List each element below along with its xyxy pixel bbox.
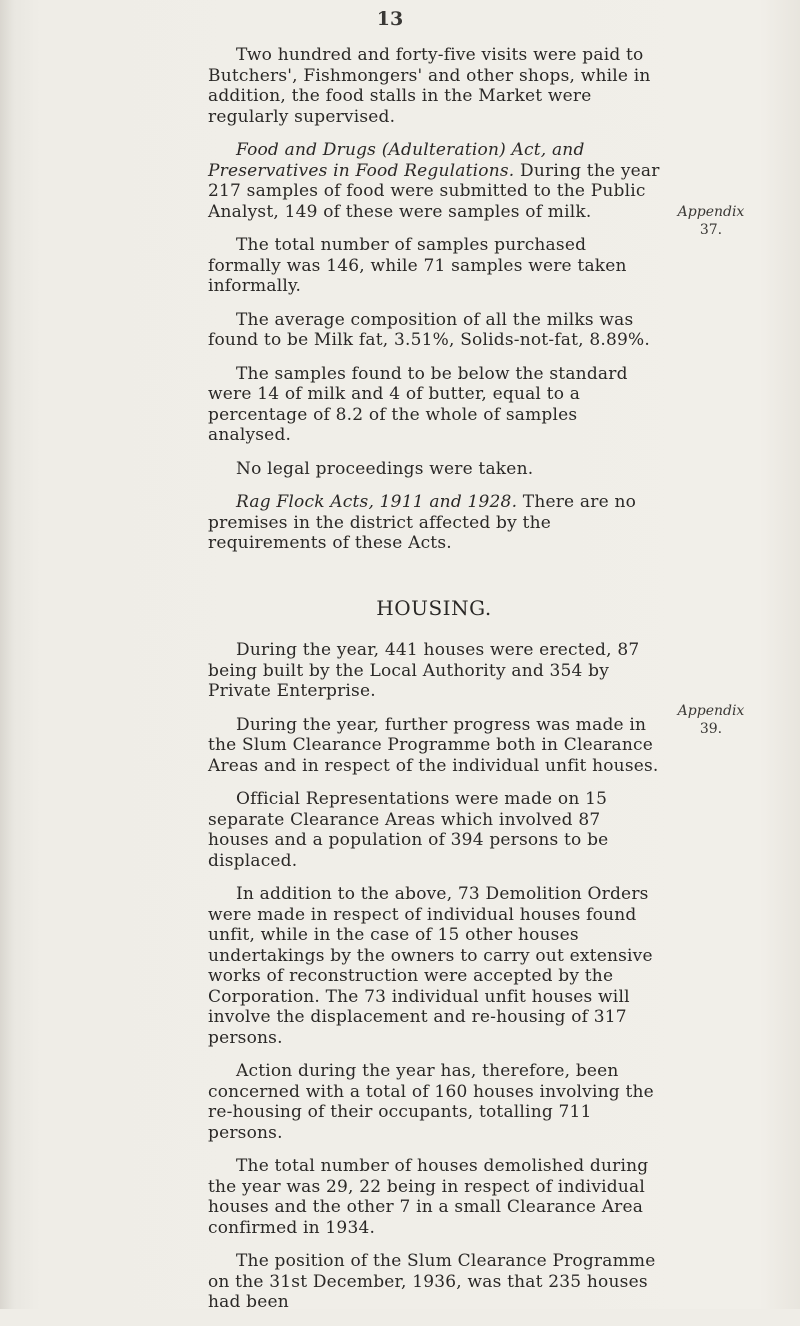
paragraph-shop-visits: Two hundred and forty-five visits were paid to Butchers', Fishmongers' and other shops, while in addition, the food stalls in the Market were regularly supervised. (208, 45, 651, 127)
paragraph-milk-composition: The average composition of all the milks was found to be Milk fat, 3.51%, Solids-not-fat, 8.89%. (208, 309, 650, 350)
paragraph-rag-flock: Rag Flock Acts, 1911 and 1928. There are no premises in the district affected by the requirements of these Acts. (208, 492, 637, 553)
paragraph-houses-demolished: The total number of houses demolished during the year was 29, 22 being in respect of individual houses and the other 7 in a small Clearance Area confirmed in 1934. (208, 1156, 649, 1238)
paragraph-slum-clearance-progress: During the year, further progress was made in the Slum Clearance Programme both in Clearance Areas and in respect of the individual unfit houses. (208, 714, 659, 776)
paragraph-total-houses: Action during the year has, therefore, been concerned with a total of 160 houses involving the re-housing of their occupants, totalling 711 persons. (208, 1061, 654, 1143)
paragraph-samples-purchased: The total number of samples purchased formally was 146, while 71 samples were taken informally. (208, 235, 627, 296)
section-heading-housing: HOUSING. (376, 595, 492, 620)
body-text (208, 45, 660, 1326)
page-number: 13 (376, 8, 404, 30)
paragraph-demolition-orders: In addition to the above, 73 Demolition Orders were made in respect of individual houses found unfit, while in the case of 15 other houses undertakings by the owners to carry out extensive works of reconstruction were accepted by the Corporation. The 73 individual unfit houses will involve the displacement and re-housing of 317 persons. (208, 884, 653, 1048)
paragraph-programme-position: The position of the Slum Clearance Programme on the 31st December, 1936, was that 235 houses had been (208, 1251, 656, 1312)
run-in-heading-food-and-drugs: Food and Drugs (Adulteration) Act, and Preservatives in Food Regulations. (208, 140, 585, 181)
paragraph-below-standard: The samples found to be below the standard were 14 of milk and 4 of butter, equal to a percentage of 8.2 of the whole of samples analysed. (208, 363, 628, 445)
run-in-heading-rag-flock: Rag Flock Acts, 1911 and 1928. (236, 492, 518, 512)
paragraph-food-and-drugs: Food and Drugs (Adulteration) Act, and Preservatives in Food Regulations. During the year 217 samples of food were submitted to the Public Analyst, 149 of these were samples of milk. (208, 140, 660, 222)
paragraph-legal-proceedings: No legal proceedings were taken. (236, 458, 534, 479)
paragraph-houses-erected: During the year, 441 houses were erected, 87 being built by the Local Authority and 354 by Private Enterprise. (208, 640, 640, 701)
paragraph-official-representations: Official Representations were made on 15 separate Clearance Areas which involved 87 houses and a population of 394 persons to be displaced. (208, 789, 609, 871)
margin-note-appendix-37: Appendix 37. (677, 204, 745, 238)
margin-note-appendix-39: Appendix 39. (677, 703, 745, 737)
